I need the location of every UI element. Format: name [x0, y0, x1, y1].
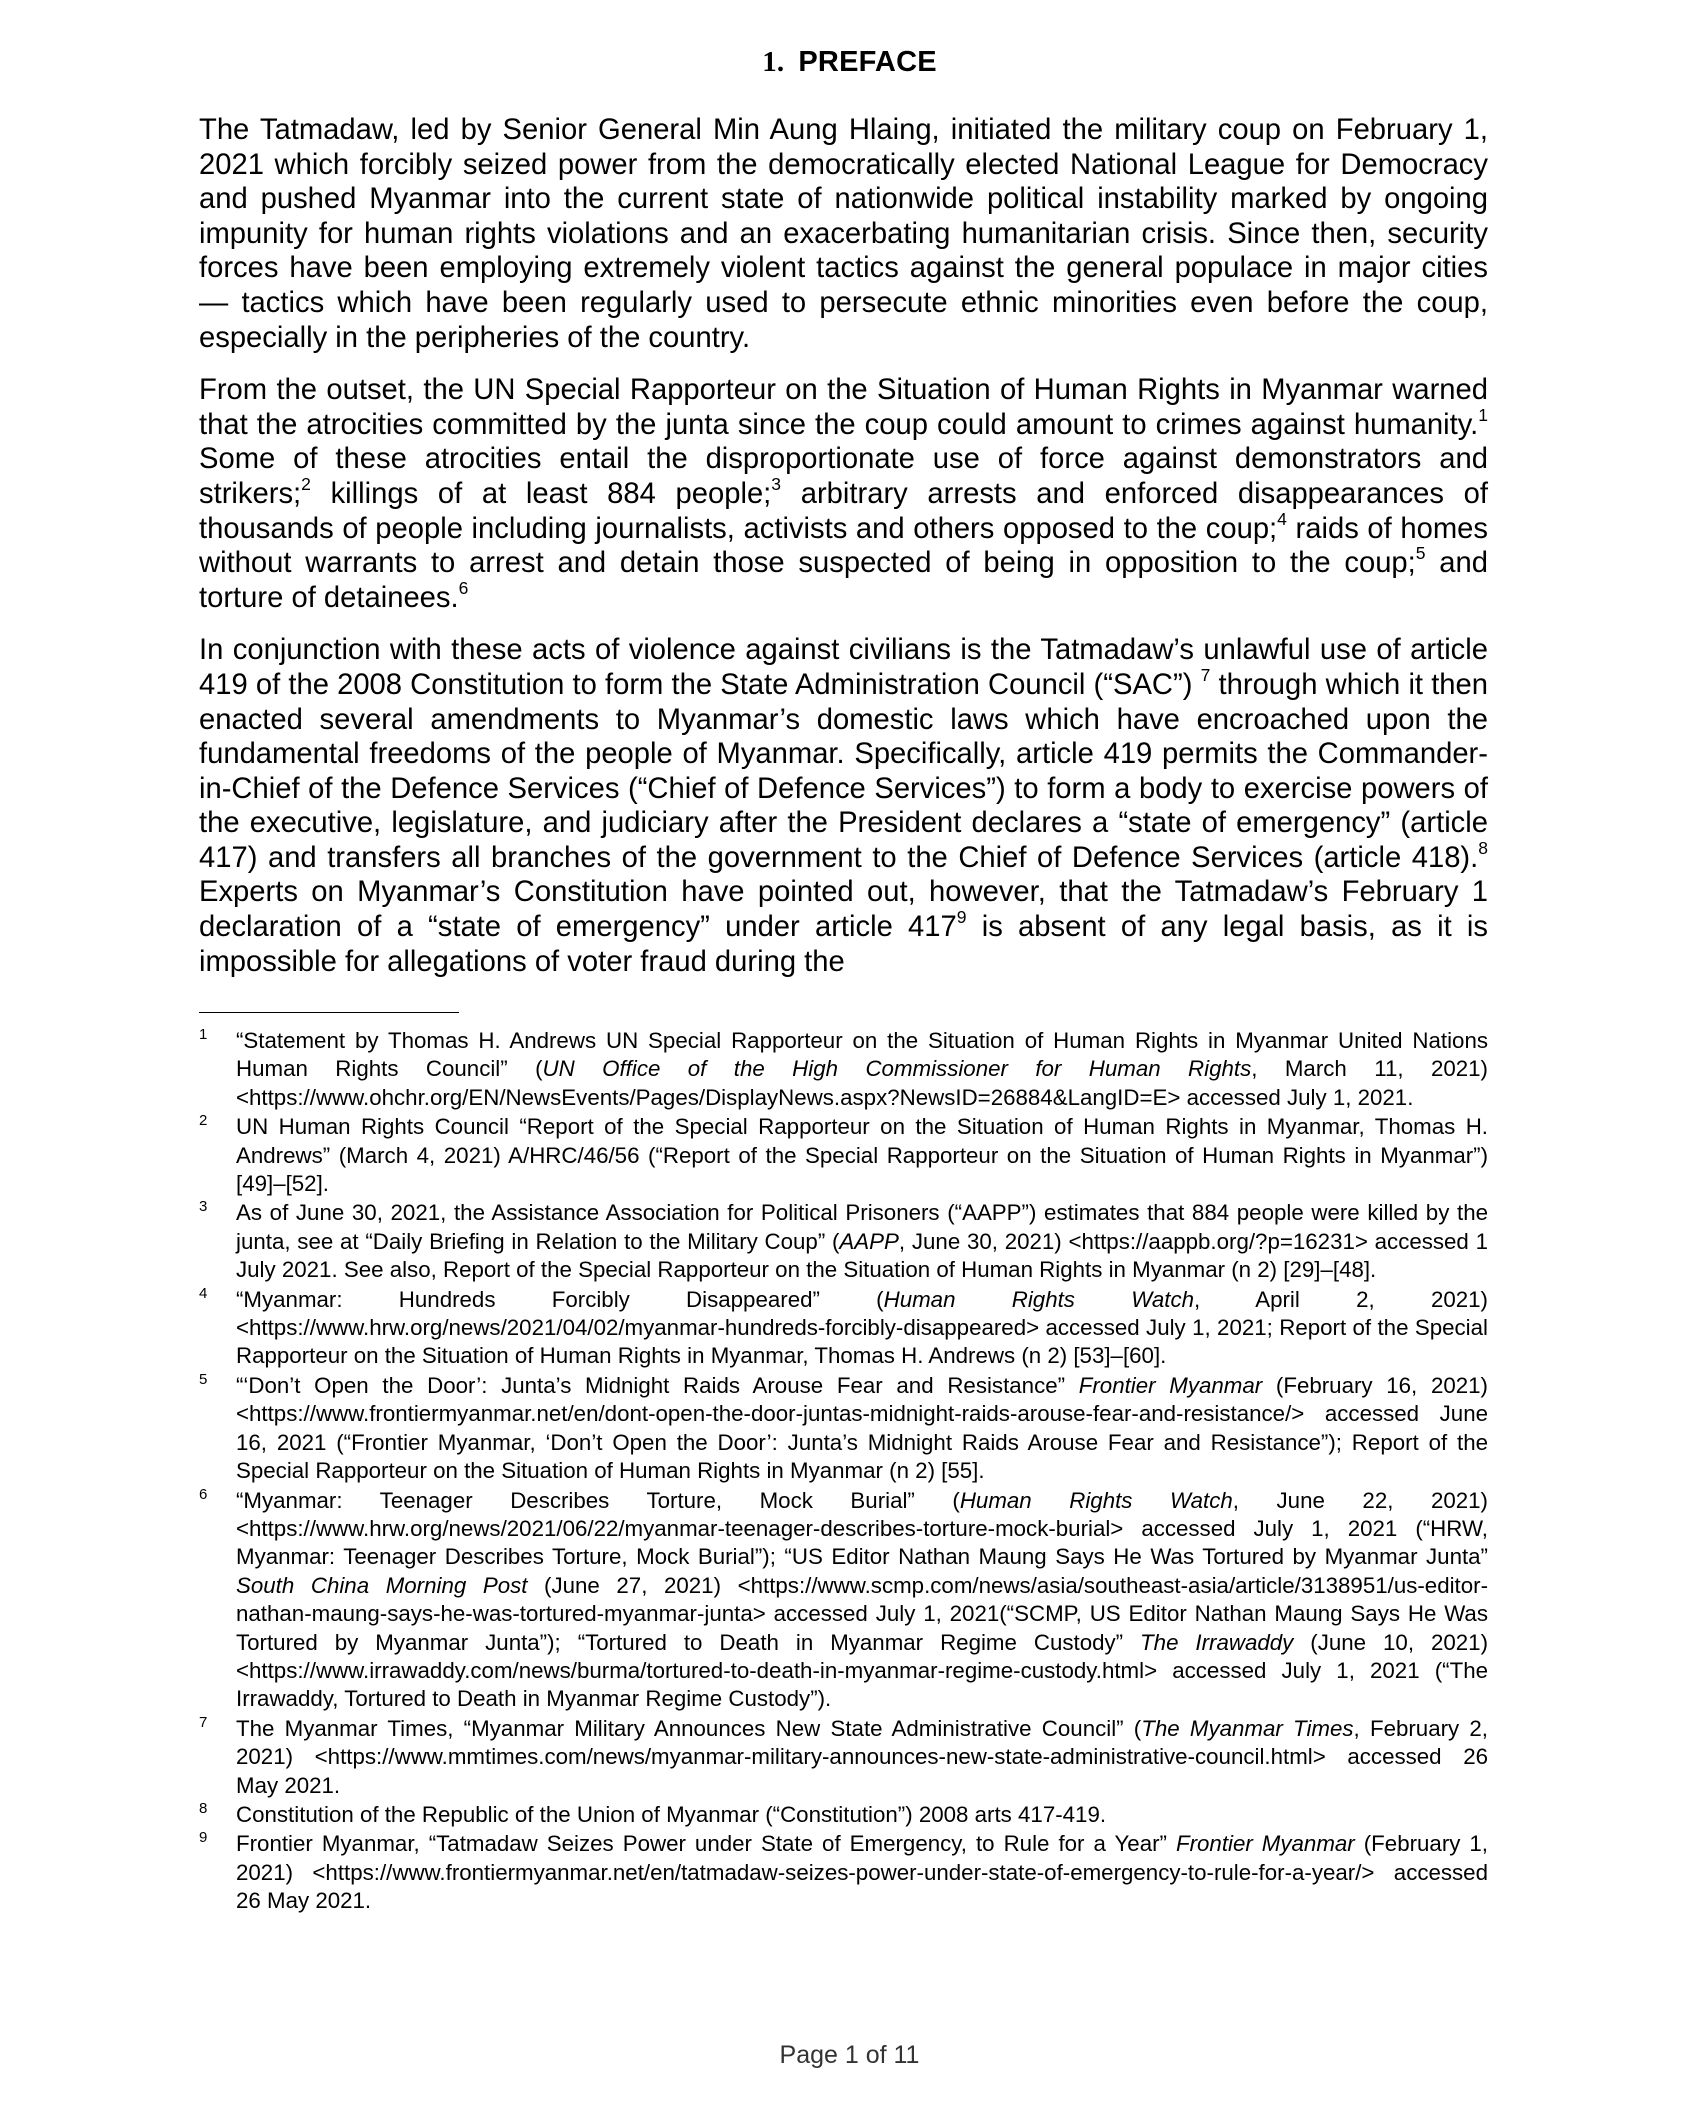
footnote-number: 2: [199, 1112, 208, 1130]
footnote-number: 9: [199, 1829, 208, 1847]
footnote-ref[interactable]: 5: [1415, 543, 1426, 563]
paragraph-1: The Tatmadaw, led by Senior General Min Aung Hlaing, initiated the military coup on February 1, 2021 which forcibly seized power from the democratically elected National League for Democracy and pushed Myanmar into the current state of nationwide political instability marked by ongoing impunity for human rights violations and an exacerbating humanitarian crisis. Since then, security forces have been employing extremely violent tactics against the general populace in major cities — tactics which have been regularly used to persecute ethnic minorities even before the coup, especially in the peripheries of the country.: [199, 114, 1488, 354]
section-title: PREFACE: [798, 46, 937, 78]
footnote-number: 3: [199, 1198, 208, 1216]
footnote-ref[interactable]: 8: [1478, 837, 1488, 858]
footnote-text: , June 30, 2021) <https://aappb.org/?p=16231> accessed 1 July 2021. See also, Report of the Special Rapporteur on the Situation of Human Rights in Myanmar (n 2) [29]–[48].: [236, 1228, 1488, 1283]
footnote-ref[interactable]: 3: [771, 473, 782, 494]
footnote-text: “Statement by Thomas H. Andrews UN Special Rapporteur on the Situation of Human Rights in Myanmar United Nations Human Rights Council” (: [236, 1028, 1488, 1082]
footnote-ref[interactable]: 4: [1277, 508, 1287, 529]
footnote-5: [199, 1372, 1488, 1486]
footnote-ref[interactable]: 7: [1200, 664, 1211, 685]
footnote-8: [199, 1801, 1488, 1829]
body-text: [199, 113, 1488, 997]
footnote-italic: The Irrawaddy: [1140, 1629, 1294, 1655]
text-run: From the outset, the UN Special Rapporteur on the Situation of Human Rights in Myanmar warned that the atrocities committed by the junta since the coup could amount to crimes against humanity.: [199, 374, 1488, 441]
footnote-text: “Myanmar: Teenager Describes Torture, Mock Burial” (: [236, 1487, 960, 1513]
text-run: through which it then enacted several amendments to Myanmar’s domestic laws which have encroached upon the fundamental freedoms of the people of Myanmar. Specifically, article 419 permits the Commander-in-Chief of the Defence Services (“Chief of Defence Services”) to form a body to exercise powers of the executive, legislature, and judiciary after the President declares a “state of emergency” (article 417) and transfers all branches of the government to the Chief of Defence Services (article 418).: [199, 668, 1488, 874]
footnote-text: , April 2, 2021) <https://www.hrw.org/news/2021/04/02/myanmar-hundreds-forcibly-disappeared> accessed July 1, 2021; Report of the Special Rapporteur on the Situation of Human Rights in Myanmar, Thomas H. Andrews (n 2) [53]–[60].: [236, 1286, 1488, 1369]
footnote-italic: Frontier Myanmar: [1078, 1372, 1263, 1398]
footnote-italic: South China Morning Post: [236, 1572, 528, 1598]
footnote-text: , March 11, 2021) <https://www.ohchr.org/EN/NewsEvents/Pages/DisplayNews.aspx?NewsID=26884&LangID=E> accessed July 1, 2021.: [236, 1056, 1488, 1110]
text-run: arbitrary arrests and enforced disappearances of thousands of people including journalists, activists and others opposed to the coup;: [199, 477, 1488, 545]
footnote-separator: [199, 1012, 459, 1013]
page-number: Page 1 of 11: [779, 2041, 920, 2069]
footnote-3: [199, 1199, 1488, 1284]
paragraph-2: [199, 373, 1488, 615]
footnote-text: As of June 30, 2021, the Assistance Association for Political Prisoners (“AAPP”) estimates that 884 people were killed by the junta, see at “Daily Briefing in Relation to the Military Coup” (: [236, 1200, 1488, 1254]
footnote-text: (February 1, 2021) <https://www.frontiermyanmar.net/en/tatmadaw-seizes-power-under-state-of-emergency-to-rule-for-a-year/> accessed 26 May 2021.: [236, 1831, 1488, 1914]
text-run: Experts on Myanmar’s Constitution have pointed out, however, that the Tatmadaw’s February 1 declaration of a “state of emergency” under article 417: [199, 876, 1488, 944]
footnote-italic: UN Office of the High Commissioner for Human Rights: [542, 1056, 1252, 1082]
footnote-text: , February 2, 2021) <https://www.mmtimes.com/news/myanmar-military-announces-new-state-administrative-council.html> accessed 26 May 2021.: [236, 1715, 1488, 1798]
footnotes: [199, 1027, 1488, 1917]
footnote-ref[interactable]: 6: [458, 577, 469, 598]
footnote-text: “‘Don’t Open the Door’: Junta’s Midnight Raids Arouse Fear and Resistance”: [236, 1372, 1079, 1398]
text-run: is absent of any legal basis, as it is impossible for allegations of voter fraud during the: [199, 911, 1489, 978]
footnote-text: (June 27, 2021) <https://www.scmp.com/news/asia/southeast-asia/article/3138951/us-editor-nathan-maung-says-he-was-tortured-myanmar-junta> accessed July 1, 2021(“SCMP, US Editor Nathan Maung Says He Was Tortured by Myanmar Junta”); “Tortured to Death in Myanmar Regime Custody”: [236, 1572, 1488, 1655]
footnote-2: [199, 1113, 1488, 1198]
footnote-text: (June 10, 2021) <https://www.irrawaddy.com/news/burma/tortured-to-death-in-myanmar-regime-custody.html> accessed July 1, 2021 (“The Irrawaddy, Tortured to Death in Myanmar Regime Custody”).: [236, 1629, 1489, 1712]
footnote-italic: The Myanmar Times: [1141, 1715, 1354, 1741]
footnote-number: 6: [199, 1485, 208, 1503]
footnote-9: [199, 1830, 1488, 1915]
footnote-text: Constitution of the Republic of the Union of Myanmar (“Constitution”) 2008 arts 417-419.: [236, 1801, 1107, 1827]
footnote-number: 7: [199, 1713, 208, 1731]
text-run: In conjunction with these acts of violence against civilians is the Tatmadaw’s unlawful use of article 419 of the 2008 Constitution to form the State Administration Council (“SAC”): [199, 634, 1488, 701]
footnote-number: 1: [199, 1026, 208, 1043]
footnote-1: [199, 1027, 1488, 1112]
footnote-text: , June 22, 2021) <https://www.hrw.org/news/2021/06/22/myanmar-teenager-describes-torture-mock-burial> accessed July 1, 2021 (“HRW, Myanmar: Teenager Describes Torture, Mock Burial”); “US Editor Nathan Maung Says He Was Tortured by Myanmar Junta”: [236, 1487, 1488, 1570]
text-run: killings of at least 884 people;: [310, 477, 772, 510]
section-number: 1.: [762, 46, 785, 78]
footnote-ref[interactable]: 9: [956, 906, 967, 927]
footnote-number: 8: [199, 1799, 208, 1817]
text-run: Some of these atrocities entail the disproportionate use of force against demonstrators and strikers;: [199, 443, 1488, 510]
footnote-number: 4: [199, 1284, 208, 1302]
paragraph-3: [199, 633, 1488, 979]
footnote-text: UN Human Rights Council “Report of the Special Rapporteur on the Situation of Human Rights in Myanmar, Thomas H. Andrews” (March 4, 2021) A/HRC/46/56 (“Report of the Special Rapporteur on the Situation of Human Rights in Myanmar”) [49]–[52].: [236, 1114, 1488, 1197]
footnote-6: [199, 1487, 1488, 1714]
section-heading: [0, 46, 1699, 79]
footnote-text: (February 16, 2021) <https://www.frontiermyanmar.net/en/dont-open-the-door-juntas-midnight-raids-arouse-fear-and-resistance/> accessed June 16, 2021 (“Frontier Myanmar, ‘Don’t Open the Door’: Junta’s Midnight Raids Arouse Fear and Resistance”); Report of the Special Rapporteur on the Situation of Human Rights in Myanmar (n 2) [55].: [236, 1372, 1488, 1484]
footnote-italic: AAPP: [839, 1228, 899, 1254]
footnote-number: 5: [199, 1370, 208, 1388]
text-run: and torture of detainees.: [199, 547, 1488, 614]
footnote-ref[interactable]: 1: [1478, 404, 1488, 425]
footnote-italic: Human Rights Watch: [883, 1286, 1194, 1312]
footnote-7: [199, 1715, 1488, 1800]
text-run: raids of homes without warrants to arrest and detain those suspected of being in opposition to the coup;: [199, 512, 1488, 580]
footnote-text: “Myanmar: Hundreds Forcibly Disappeared” (: [236, 1286, 884, 1312]
footnote-italic: Human Rights Watch: [959, 1487, 1233, 1513]
footnote-italic: Frontier Myanmar: [1175, 1831, 1355, 1857]
footnote-4: [199, 1286, 1488, 1371]
footnote-text: The Myanmar Times, “Myanmar Military Announces New State Administrative Council” (: [236, 1715, 1142, 1741]
footnote-ref[interactable]: 2: [301, 473, 311, 494]
footnote-text: Frontier Myanmar, “Tatmadaw Seizes Power under State of Emergency, to Rule for a Year”: [236, 1831, 1176, 1857]
